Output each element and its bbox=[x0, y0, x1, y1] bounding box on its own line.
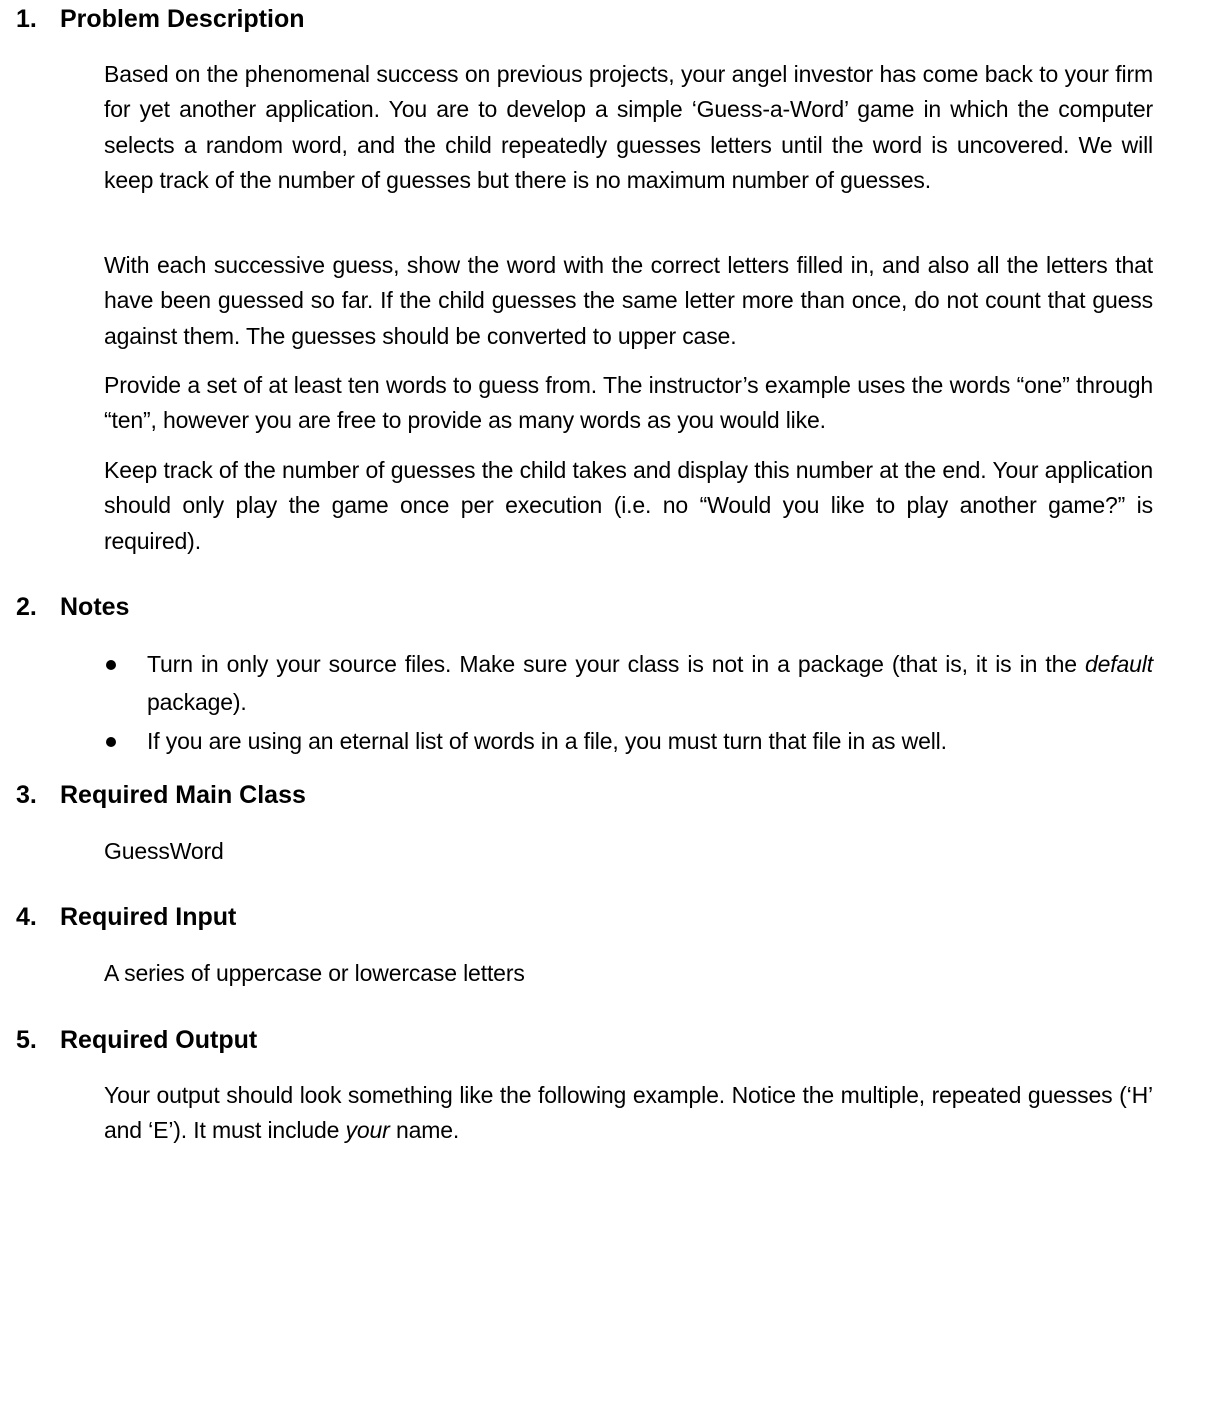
section-title: Notes bbox=[60, 593, 130, 621]
required-output-text bbox=[104, 1078, 1153, 1149]
section-number: 5. bbox=[16, 1026, 37, 1054]
section-heading-problem-description bbox=[16, 3, 305, 35]
note-emphasis: default bbox=[1084, 651, 1153, 677]
section-number: 4. bbox=[16, 903, 37, 931]
list-item bbox=[104, 722, 1153, 760]
note-text: If you are using an eternal list of words in a file, you must turn that file in as well. bbox=[147, 728, 947, 754]
section-heading-notes bbox=[16, 591, 129, 623]
section-title: Required Output bbox=[60, 1026, 258, 1054]
paragraph-overview: Based on the phenomenal success on previous projects, your angel investor has come back to your firm for yet another application. You are to develop a simple ‘Guess-a-Word’ game in which the computer selects a random word, and the child repeatedly guesses letters until the word is uncovered. We will keep track of the number of guesses but there is no maximum number of guesses. bbox=[104, 61, 1153, 193]
output-emphasis: your bbox=[345, 1117, 390, 1144]
section-title: Problem Description bbox=[60, 5, 305, 33]
bullet-icon bbox=[106, 660, 116, 670]
output-text: Your output should look something like the following example. Notice the multiple, repeated guesses (‘H’ and ‘E’). It must include bbox=[104, 1082, 1153, 1144]
main-class-name: GuessWord bbox=[104, 838, 224, 864]
paragraph-guess-display: With each successive guess, show the word with the correct letters filled in, and also all the letters that have been guessed so far. If the child guesses the same letter more than once, do not count that guess against them. The guesses should be converted to upper case. bbox=[104, 252, 1153, 349]
section-number: 3. bbox=[16, 781, 37, 809]
note-text-end: package). bbox=[147, 689, 247, 715]
section-title: Required Input bbox=[60, 903, 237, 931]
output-text-end: name. bbox=[389, 1117, 460, 1144]
paragraph-word-set: Provide a set of at least ten words to guess from. The instructor’s example uses the words “one” through “ten”, however you are free to provide as many words as you would like. bbox=[104, 372, 1153, 434]
list-item bbox=[104, 645, 1153, 721]
section-number: 2. bbox=[16, 593, 37, 621]
section-heading-required-main-class bbox=[16, 779, 306, 811]
section-title: Required Main Class bbox=[60, 781, 306, 809]
section-heading-required-input bbox=[16, 901, 236, 933]
bullet-icon bbox=[106, 737, 116, 747]
note-text: Turn in only your source files. Make sure your class is not in a package (that is, it is in the bbox=[147, 651, 1085, 677]
section-heading-required-output bbox=[16, 1024, 257, 1056]
required-input-text: A series of uppercase or lowercase letters bbox=[104, 960, 525, 986]
notes-list bbox=[104, 645, 1153, 761]
section-number: 1. bbox=[16, 5, 37, 33]
paragraph-guess-count: Keep track of the number of guesses the child takes and display this number at the end. Your application should only play the game once per execution (i.e. no “Would you like to play another game?” is required). bbox=[104, 457, 1153, 554]
